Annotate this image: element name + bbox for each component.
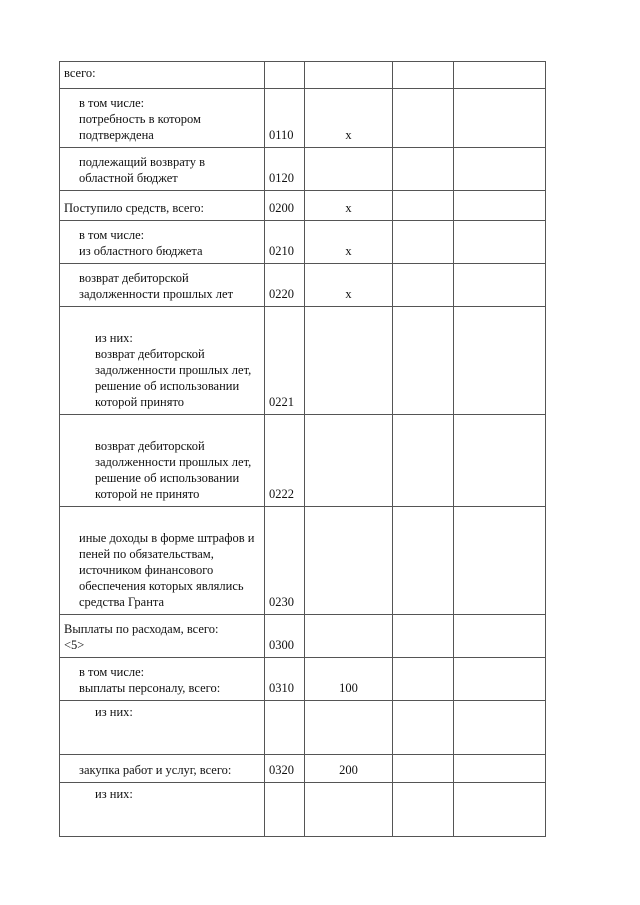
table-row: [60, 221, 546, 264]
row-code-cell: 0110: [265, 89, 305, 148]
row-name-cell: из них: возврат дебиторской задолженности прошлых лет, решение об использовании которой принято: [60, 307, 265, 415]
row-code-cell: 0200: [265, 191, 305, 221]
row-value-cell: x: [305, 89, 393, 148]
row-value-cell: [305, 307, 393, 415]
row-empty-cell: [393, 658, 454, 701]
row-code-cell: 0320: [265, 755, 305, 783]
row-empty-cell: [393, 62, 454, 89]
table-row: [60, 507, 546, 615]
row-name-cell: закупка работ и услуг, всего:: [60, 755, 265, 783]
form-table-body: [60, 62, 546, 837]
row-empty-cell: [454, 415, 546, 507]
row-name-cell: возврат дебиторской задолженности прошлых лет: [60, 264, 265, 307]
row-code-cell: 0222: [265, 415, 305, 507]
row-code-cell: [265, 701, 305, 755]
row-empty-cell: [393, 148, 454, 191]
row-code-cell: 0230: [265, 507, 305, 615]
table-row: [60, 658, 546, 701]
row-name-cell: в том числе: выплаты персоналу, всего:: [60, 658, 265, 701]
row-empty-cell: [454, 191, 546, 221]
row-value-cell: [305, 615, 393, 658]
row-name-cell: из них:: [60, 701, 265, 755]
row-empty-cell: [393, 755, 454, 783]
table-row: [60, 264, 546, 307]
row-value-cell: x: [305, 264, 393, 307]
row-code-cell: 0120: [265, 148, 305, 191]
row-empty-cell: [454, 507, 546, 615]
row-name-cell: Выплаты по расходам, всего: <5>: [60, 615, 265, 658]
row-value-cell: 100: [305, 658, 393, 701]
table-row: [60, 89, 546, 148]
row-empty-cell: [393, 783, 454, 837]
table-row: [60, 62, 546, 89]
table-row: [60, 701, 546, 755]
row-value-cell: [305, 783, 393, 837]
row-empty-cell: [393, 615, 454, 658]
table-row: [60, 755, 546, 783]
row-value-cell: [305, 507, 393, 615]
row-empty-cell: [393, 89, 454, 148]
form-table: [59, 61, 546, 837]
row-name-cell: из них:: [60, 783, 265, 837]
row-name-cell: в том числе: потребность в котором подтверждена: [60, 89, 265, 148]
row-value-cell: x: [305, 191, 393, 221]
row-name-cell: всего:: [60, 62, 265, 89]
row-empty-cell: [393, 264, 454, 307]
row-value-cell: [305, 62, 393, 89]
table-row: [60, 191, 546, 221]
row-value-cell: [305, 415, 393, 507]
row-value-cell: x: [305, 221, 393, 264]
table-row: [60, 148, 546, 191]
row-code-cell: [265, 783, 305, 837]
row-empty-cell: [454, 62, 546, 89]
row-empty-cell: [454, 658, 546, 701]
table-row: [60, 415, 546, 507]
row-name-cell: Поступило средств, всего:: [60, 191, 265, 221]
row-value-cell: 200: [305, 755, 393, 783]
row-empty-cell: [454, 264, 546, 307]
row-code-cell: 0210: [265, 221, 305, 264]
row-code-cell: 0300: [265, 615, 305, 658]
row-empty-cell: [454, 755, 546, 783]
row-empty-cell: [393, 701, 454, 755]
row-empty-cell: [454, 148, 546, 191]
row-empty-cell: [393, 307, 454, 415]
row-empty-cell: [393, 221, 454, 264]
row-empty-cell: [454, 783, 546, 837]
row-code-cell: 0220: [265, 264, 305, 307]
row-value-cell: [305, 701, 393, 755]
table-row: [60, 783, 546, 837]
table-row: [60, 307, 546, 415]
row-value-cell: [305, 148, 393, 191]
row-code-cell: [265, 62, 305, 89]
row-name-cell: возврат дебиторской задолженности прошлых лет, решение об использовании которой не принято: [60, 415, 265, 507]
row-empty-cell: [393, 191, 454, 221]
row-name-cell: подлежащий возврату в областной бюджет: [60, 148, 265, 191]
row-empty-cell: [454, 615, 546, 658]
row-empty-cell: [454, 701, 546, 755]
row-empty-cell: [454, 221, 546, 264]
row-empty-cell: [393, 507, 454, 615]
row-empty-cell: [454, 307, 546, 415]
row-name-cell: в том числе: из областного бюджета: [60, 221, 265, 264]
row-name-cell: иные доходы в форме штрафов и пеней по обязательствам, источником финансового обеспечения которых являлись средства Гранта: [60, 507, 265, 615]
row-code-cell: 0310: [265, 658, 305, 701]
row-empty-cell: [454, 89, 546, 148]
table-row: [60, 615, 546, 658]
row-code-cell: 0221: [265, 307, 305, 415]
row-empty-cell: [393, 415, 454, 507]
